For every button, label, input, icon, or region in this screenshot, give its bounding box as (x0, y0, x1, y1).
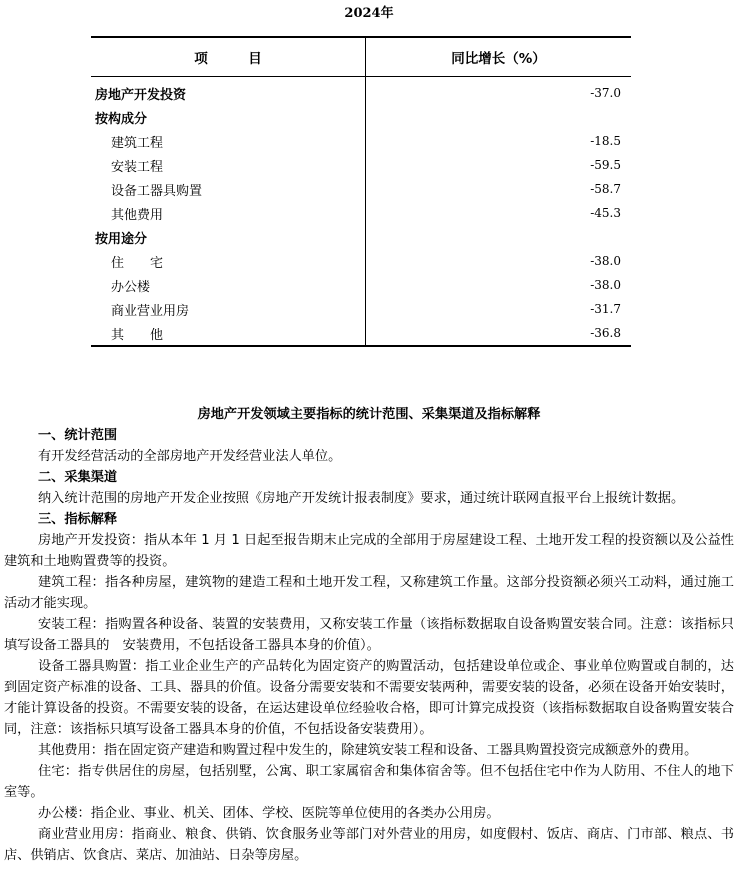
section-paragraph: 纳入统计范围的房地产开发企业按照《房地产开发统计报表制度》要求，通过统计联网直报平台上报统计数据。 (38, 491, 685, 506)
section-paragraph: 其他费用：指在固定资产建造和购置过程中发生的，除建筑安装工程和设备、工器具购置投资完成额意外的费用。 (38, 743, 698, 758)
table-row (91, 129, 631, 153)
section-paragraph: 安装工程：指购置各种设备、装置的安装费用，又称安装工作量（该指标数据取自设备购置安装合同。注意：该指标只填写设备工器具的 安装费用，不包括设备工器具本身的价值）。 (4, 617, 734, 653)
table-row (91, 77, 631, 106)
row-value (366, 105, 632, 129)
section-heading: 三、指标解释 (38, 512, 118, 527)
table-row (91, 153, 631, 177)
row-label: 住 宅 (91, 249, 366, 273)
row-label: 办公楼 (91, 273, 366, 297)
row-value: -31.7 (590, 302, 621, 316)
row-label: 房地产开发投资 (91, 77, 366, 106)
row-value: -38.0 (590, 254, 621, 268)
row-value: -58.7 (590, 182, 621, 196)
section-heading: 二、采集渠道 (38, 470, 118, 485)
notes-body (4, 425, 734, 866)
row-value: -18.5 (590, 134, 621, 148)
section-paragraph: 设备工器具购置：指工业企业生产的产品转化为固定资产的购置活动，包括建设单位或企、事业单位购置或自制的，达到固定资产标准的设备、工具、器具的价值。设备分需要安装和不需要安装两种，需要安装的设备，必须在设备开始安装时，才能计算设备的投资。不需要安装的设备，在运达建设单位经验收合格，即可计算完成投资（该指标数据取自设备购置安装合同，注意：该指标只填写设备工器具本身的价值，不包括设备安装费用）。 (4, 659, 734, 737)
notes-title: 房地产开发领域主要指标的统计范围、采集渠道及指标解释 (197, 407, 541, 422)
table-row (91, 249, 631, 273)
section-heading: 一、统计范围 (38, 428, 118, 443)
table-header-row (91, 37, 631, 77)
table-row (91, 225, 631, 249)
row-label: 其 他 (91, 321, 366, 346)
section-paragraph: 建筑工程：指各种房屋，建筑物的建造工程和土地开发工程，又称建筑工作量。这部分投资额必须兴工动料，通过施工活动才能实现。 (4, 575, 734, 611)
growth-table (91, 36, 631, 347)
row-label: 商业营业用房 (91, 297, 366, 321)
table-row (91, 297, 631, 321)
row-value: -36.8 (366, 321, 632, 346)
section-paragraph: 办公楼：指企业、事业、机关、团体、学校、医院等单位使用的各类办公用房。 (38, 806, 500, 821)
section-paragraph: 商业营业用房：指商业、粮食、供销、饮食服务业等部门对外营业的用房，如度假村、饭店、商店、门市部、粮点、书店、供销店、饮食店、菜店、加油站、日杂等房屋。 (4, 827, 734, 863)
table-body (91, 77, 631, 347)
row-value: -37.0 (590, 86, 621, 100)
table-row (91, 321, 631, 346)
header-growth: 同比增长（%） (366, 37, 632, 77)
section-paragraph: 有开发经营活动的全部房地产开发经营业法人单位。 (38, 449, 342, 464)
row-label: 安装工程 (91, 153, 366, 177)
row-label: 其他费用 (91, 201, 366, 225)
row-value (366, 225, 632, 249)
row-label: 按用途分 (91, 225, 366, 249)
header-item: 项 目 (91, 37, 366, 77)
row-label: 建筑工程 (91, 129, 366, 153)
period-label: 2024年 (344, 6, 394, 21)
row-value: -38.0 (590, 278, 621, 292)
table-row (91, 273, 631, 297)
section-paragraph: 房地产开发投资：指从本年 1 月 1 日起至报告期末止完成的全部用于房屋建设工程、土地开发工程的投资额以及公益性建筑和土地购置费等的投资。 (4, 533, 734, 569)
row-label: 按构成分 (91, 105, 366, 129)
notes-section (4, 404, 734, 866)
row-value: -59.5 (590, 158, 621, 172)
row-label: 设备工器具购置 (91, 177, 366, 201)
table-row (91, 105, 631, 129)
table-row (91, 201, 631, 225)
row-value: -45.3 (590, 206, 621, 220)
table-row (91, 177, 631, 201)
section-paragraph: 住宅：指专供居住的房屋，包括别墅，公寓、职工家属宿舍和集体宿舍等。但不包括住宅中作为人防用、不住人的地下室等。 (4, 764, 734, 800)
